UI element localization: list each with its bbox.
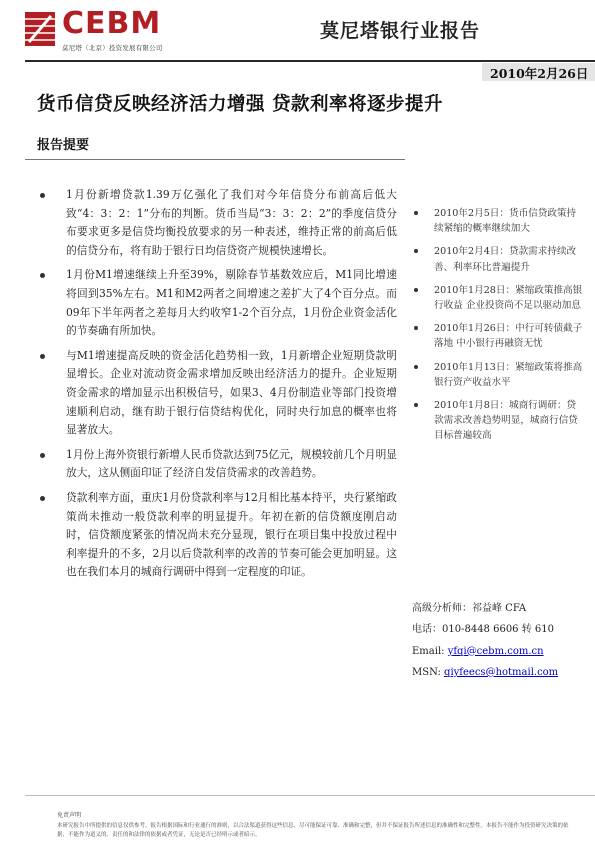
bullet-icon xyxy=(40,354,45,359)
main-point-text: 1月份M1增速继续上升至39%，剔除春节基数效应后，M1同比增速将回到35%左右。M1和M2两者之间增速之差扩大了4个百分点。而09年下半年两者之差每月大约收窄1-2个百分点，1月份企业资金活化的节奏确有所加快。 xyxy=(66,268,397,338)
bullet-icon xyxy=(40,496,45,501)
main-point-text: 与M1增速提高反映的资金活化趋势相一致，1月新增企业短期贷款明显增长。企业对流动资金需求增加反映出经济活力的提升。企业短期资金需求的增加显示出积极信号，如果3、4月份制造业等部门投资增速顺利启动，继有助于银行信贷结构优化，同时央行加息的概率也将显著放大。 xyxy=(66,348,397,437)
main-points-list xyxy=(40,186,397,588)
report-title: 货币信贷反映经济活力增强 贷款利率将逐步提升 xyxy=(37,94,443,115)
related-report-text: 2010年1月26日：中行可转债截子落地 中小银行再融资无忧 xyxy=(434,323,583,350)
related-report-item xyxy=(414,244,584,274)
msn-link[interactable]: qiyfeecs@hotmail.com xyxy=(444,666,559,678)
related-report-text: 2010年1月8日：城商行调研：贷款需求改善趋势明显，城商行信贷目标普遍较高 xyxy=(434,400,578,442)
disclaimer-text: 本研究报告中所提供的信息仅供参考。报告根据国际和行业通行的准则，以合法渠道获得这些信息，尽可能保证可靠、准确和完整，但并不保证报告所述信息的准确性和完整性。本报告不能作为投资研究决策的依据，不能作为道义的、责任的和法律的依据或者凭证，无论是否已经明示或者暗示。 xyxy=(57,823,569,838)
related-report-item xyxy=(414,283,584,313)
bullet-icon xyxy=(414,288,418,292)
related-report-text: 2010年2月5日：货币信贷政策持续紧缩的概率继续加大 xyxy=(434,208,577,235)
analyst-contact xyxy=(412,598,558,683)
logo-mark-icon xyxy=(25,12,55,46)
bullet-icon xyxy=(414,326,418,330)
related-report-item xyxy=(414,321,584,351)
header-divider xyxy=(25,60,595,62)
logo-wordmark: CEBM xyxy=(62,6,162,41)
bullet-icon xyxy=(414,365,418,369)
related-report-text: 2010年1月13日：紧缩政策将推高银行资产收益水平 xyxy=(434,361,583,388)
summary-divider xyxy=(25,159,405,160)
bullet-icon xyxy=(414,249,418,253)
analyst-label: 高级分析师： xyxy=(412,603,472,614)
bullet-icon xyxy=(414,211,418,215)
main-point-text: 贷款利率方面，重庆1月份贷款利率与12月相比基本持平，央行紧缩政策尚未推动一般贷款利率的明显提升。年初在新的信贷额度刚启动时，信贷额度紧张的情况尚未充分显现，银行在项目集中投放过程中利率提升的不多，2月以后贷款利率的改善的节奏可能会更加明显。这也在我们本月的城商行调研中得到一定程度的印证。 xyxy=(66,490,397,579)
analyst-line xyxy=(412,598,558,619)
main-point xyxy=(40,446,397,483)
related-report-item xyxy=(414,398,584,444)
report-type-title: 莫尼塔银行业报告 xyxy=(320,20,481,42)
email-link[interactable]: yfqi@cebm.com.cn xyxy=(447,645,544,657)
disclaimer-heading: 免责声明 xyxy=(57,812,82,819)
phone-label: 电话： xyxy=(412,624,442,636)
main-point-text: 1月份新增贷款1.39万亿强化了我们对今年信贷分布前高后低大致“4：3：2：1”分布的判断。货币当局“3：3：2：2”的季度信贷分布要求更多是信贷均衡投放要求的另一种表述，维持正常的前高后低的信贷分布，将有助于银行日均信贷资产规模快速增长。 xyxy=(66,188,397,257)
related-reports-list xyxy=(414,206,584,452)
email-line xyxy=(412,641,558,662)
email-label: Email: xyxy=(412,645,445,657)
summary-heading: 报告提要 xyxy=(37,138,90,153)
bullet-icon xyxy=(40,193,45,198)
main-point xyxy=(40,186,397,260)
phone-line xyxy=(412,619,558,640)
report-date: 2010年2月26日 xyxy=(490,66,589,81)
main-point xyxy=(40,266,397,340)
main-point-text: 1月份上海外资银行新增人民币贷款达到75亿元，规模较前几个月明显放大，这从侧面印证了经济自发信贷需求的改善趋势。 xyxy=(66,447,397,480)
related-report-text: 2010年1月28日：紧缩政策推高银行收益 企业投资尚不足以驱动加息 xyxy=(434,284,583,312)
main-point xyxy=(40,347,397,440)
bullet-icon xyxy=(40,453,45,458)
analyst-name: 祁益峰 CFA xyxy=(472,603,527,614)
footer-divider xyxy=(25,795,595,796)
related-report-item xyxy=(414,360,584,390)
company-name: 莫尼塔（北京）投资发展有限公司 xyxy=(62,44,163,52)
bullet-icon xyxy=(414,403,418,407)
main-point xyxy=(40,489,397,582)
msn-line xyxy=(412,662,558,683)
bullet-icon xyxy=(40,273,45,278)
related-report-item xyxy=(414,206,584,236)
related-report-text: 2010年2月4日：贷款需求持续改善、利率环比普遍提升 xyxy=(434,246,577,273)
msn-label: MSN: xyxy=(412,666,441,678)
phone-number: 010-8448 6606 转 610 xyxy=(442,624,554,636)
